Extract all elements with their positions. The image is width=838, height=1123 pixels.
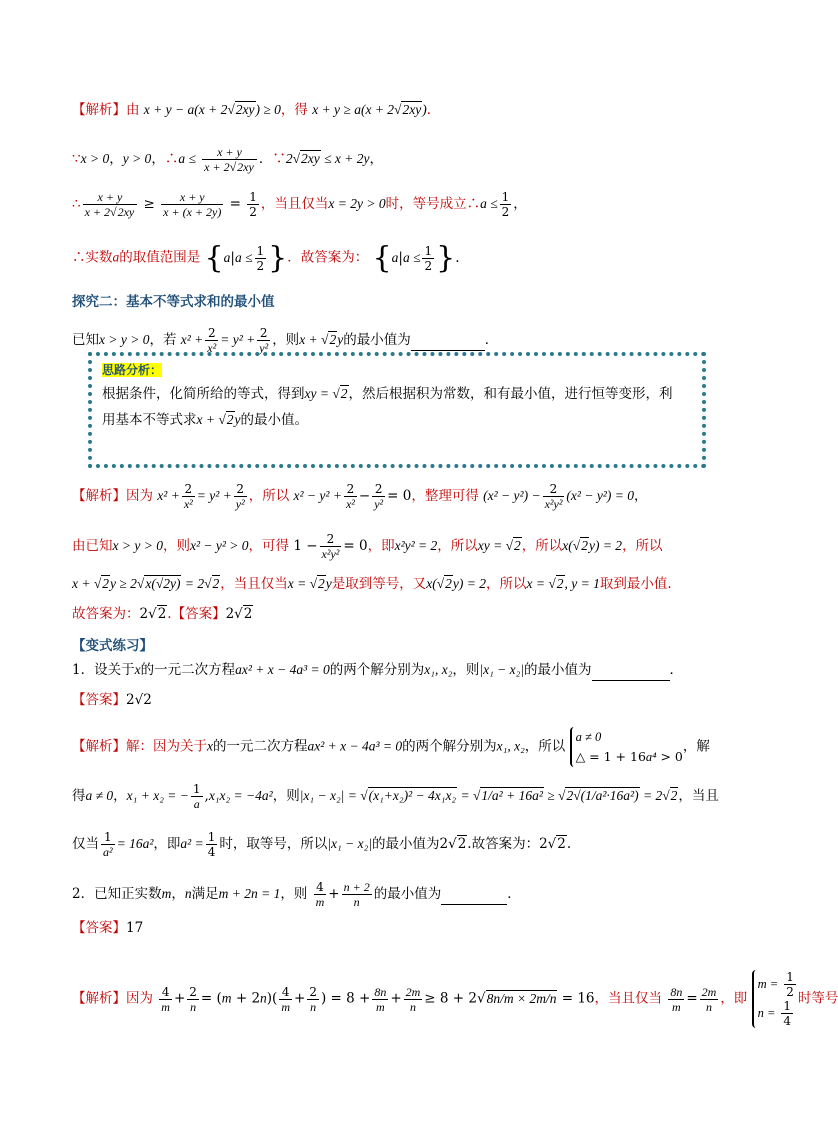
text: ，则 (280, 886, 308, 902)
text: 时等号 (797, 990, 838, 1007)
text: ，所以 (521, 538, 563, 554)
solution-line-1: 【解析】因为 x² + $\frac{2}{\text{x²}}$ = y² + $\frac{2}{\text{y²}}$ ，所以 x² − y² + $\frac{2}{\text{x²}}$ − $\frac{2}{\text{y²}}$ = 0，整理可得 (x² − y²) − $\frac{2}{\text{x²y²}}$ (x² − y²) = 0， (72, 482, 648, 511)
text: 的最小值为 (343, 332, 411, 348)
text: ，所以 (437, 538, 478, 554)
text: 的最小值。 (240, 412, 309, 428)
text: ，所以 (248, 488, 290, 504)
text: 满足 (191, 886, 219, 902)
text: ∴实数 (72, 249, 113, 266)
text: 时，取等号，所以 (219, 836, 328, 852)
text: 根据条件，化简所给的等式，得到 (102, 386, 305, 402)
text: 是取到等号，又 (331, 576, 427, 592)
text: ，若 (149, 332, 177, 348)
text: 的两个解分别为 (402, 738, 497, 755)
answer-2 (72, 918, 143, 938)
text: ，解 (682, 738, 710, 755)
solution-line-2: 由已知x > y > 0，则x² − y² > 0，可得 1 − $\frac{2}{\text{x²y²}}$ = 0，即x²y² = 2，所以xy = √2，所以x(√2y) = 2，所以 (72, 532, 663, 561)
text: 由 (126, 102, 140, 118)
text: 【解析】 (72, 738, 126, 755)
solution-answer: 故答案为：2√2.【答案】2√2 (72, 606, 253, 622)
text: ，则 (162, 538, 190, 554)
text: ，即 (367, 538, 395, 554)
text: 【答案】 (72, 920, 126, 936)
text: ，当且仅当 (260, 196, 329, 212)
text: ，即 (720, 990, 748, 1007)
text: ，则 (272, 332, 300, 348)
text: 解：因为关于 (126, 738, 207, 755)
text: ，然后根据积为常数，和有最小值，进行恒等变形，利 (348, 386, 673, 402)
analysis-tag: 【解析】 (72, 102, 126, 118)
thinking-label (102, 360, 162, 380)
text: ． (426, 102, 441, 118)
problem-statement: 已知x > y > 0，若 x² + $\frac{2}{\text{x²}}$ = y² + $\frac{2}{\text{y²}}$ ，则x + √2y的最小值为 ． (72, 326, 499, 355)
text: ，得 (280, 102, 308, 118)
explain-1-line-1: 【解析】解：因为关于x的一元二次方程ax² + x − 4a³ = 0的两个解分别为x₁, x₂，所以 a ≠ 0 △ = 1 + 16a⁴ > 0，解 (72, 727, 710, 767)
thinking-line-1: 根据条件，化简所给的等式，得到xy = √2，然后根据积为常数，和有最小值，进行恒等变形，利 (102, 386, 673, 402)
text: 故答案为： (72, 606, 140, 622)
text: ，当且 (678, 788, 719, 804)
question-1: 1．设关于x的一元二次方程ax² + x − 4a³ = 0的两个解分别为x₁, x₂，则|x₁ − x₂|的最小值为 ． (72, 660, 683, 681)
explain-1-line-3: 仅当 $\frac{1}{\text{a²}}$ = 16a²，即a² = $\frac{1}{4}$ 时，取等号，所以|x₁ − x₂|的最小值为2√2.故答案为：2√2. (72, 830, 572, 859)
analysis-line-4: ∴实数a的取值范围是 {a|a ≤ $\frac{1}{2}$ }．故答案为： {a|a ≤ $\frac{1}{2}$ }. (72, 240, 460, 275)
explain-1-line-2: 得a ≠ 0，x₁ + x₂ = − $\frac{1}{a}$ ,x₁x₂ = −4a²，则|x₁ − x₂| = √(x₁+x₂)² − 4x₁x₂ = √1/a² + 16a² ≥ √2√(1/a²·16a²) = 2√2，当且 (72, 782, 719, 811)
text: ．故答案为： (287, 249, 369, 266)
text: 2．已知正实数 (72, 886, 162, 902)
text: ，整理可得 (411, 488, 479, 504)
text: 时，等号成立 (385, 196, 467, 212)
text: 的最小值为 (524, 662, 592, 678)
text: 由已知 (72, 538, 113, 554)
text: ，所以 (486, 576, 527, 592)
text: 1．设关于 (72, 662, 135, 678)
text: 2√2 (126, 692, 152, 708)
text: 的取值范围是 (119, 249, 201, 266)
text: 取到最小值. (599, 576, 672, 592)
variant-heading: 【变式练习】 (72, 638, 153, 654)
text: 思路分析： (102, 363, 163, 377)
solution-line-3: x + √2y ≥ 2√x(√2y) = 2√2，当且仅当x = √2y是取到等号，又x(√2y) = 2，所以x = √2, y = 1取到最小值. (72, 576, 672, 592)
text: ，当且仅当 (220, 576, 288, 592)
text: 17 (126, 920, 144, 936)
question-2: 2．已知正实数m，n满足m + 2n = 1，则 $\frac{4}{m}$ + $\frac{n + 2}{n}$ 的最小值为 ． (72, 880, 521, 909)
answer-1 (72, 690, 152, 710)
text: .故答案为： (467, 836, 540, 852)
text: 的一元二次方程 (140, 662, 236, 678)
text: 【答案】 (72, 692, 126, 708)
explain-2: 【解析】因为 $\frac{4}{m}$ + $\frac{2}{n}$ = (m + 2n)( $\frac{4}{m}$ + $\frac{2}{n}$ ) = 8 + $\frac{8n}{m}$ + $\frac{2m}{n}$ ≥ 8 + 2√8n/m × 2m/n = 16，当且仅当 $\frac{8n}{m}$ = $\frac{2m}{n}$ ，即 m = $\frac{1}{2}$ n = $\frac{1}{4}$ 时等号 (72, 970, 838, 1028)
text: 【解析】 (72, 488, 126, 504)
text: ，所以 (622, 538, 663, 554)
text: 因为 (126, 990, 153, 1007)
text: 仅当 (72, 836, 99, 852)
text: 的最小值为 (372, 836, 440, 852)
text: 因为 (126, 488, 153, 504)
text: 的最小值为 (373, 886, 442, 902)
text: 的一元二次方程 (213, 738, 308, 755)
thinking-line-2: 用基本不等式求x + √2y的最小值。 (102, 412, 309, 428)
section-heading: 探究二：基本不等式求和的最小值 (72, 294, 275, 310)
analysis-line-1: 【解析】由 x + y − a(x + 2√2xy) ≥ 0，得 x + y ≥ a(x + 2√2xy)． (72, 102, 441, 118)
text: 【解析】 (72, 990, 126, 1007)
analysis-line-3: ∴ $\frac{x + y}{x + 2√2xy}$ ≥ $\frac{x + y}{x + (x + 2y)}$ = $\frac{1}{2}$ ，当且仅当x = 2y > 0时，等号成立∴a ≤ $\frac{1}{2}$ ， (72, 190, 527, 219)
text: 已知 (72, 332, 99, 348)
text: ，可得 (248, 538, 290, 554)
text: ，当且仅当 (594, 990, 663, 1007)
text: 得 (72, 788, 86, 804)
analysis-line-2: ∵x > 0，y > 0，∴a ≤ $\frac{x + y}{x + 2√2xy}$ ．∵2√2xy ≤ x + 2y， (72, 145, 383, 174)
text: 的两个解分别为 (329, 662, 425, 678)
text: 【答案】 (171, 606, 226, 622)
text: 用基本不等式求 (102, 412, 197, 428)
